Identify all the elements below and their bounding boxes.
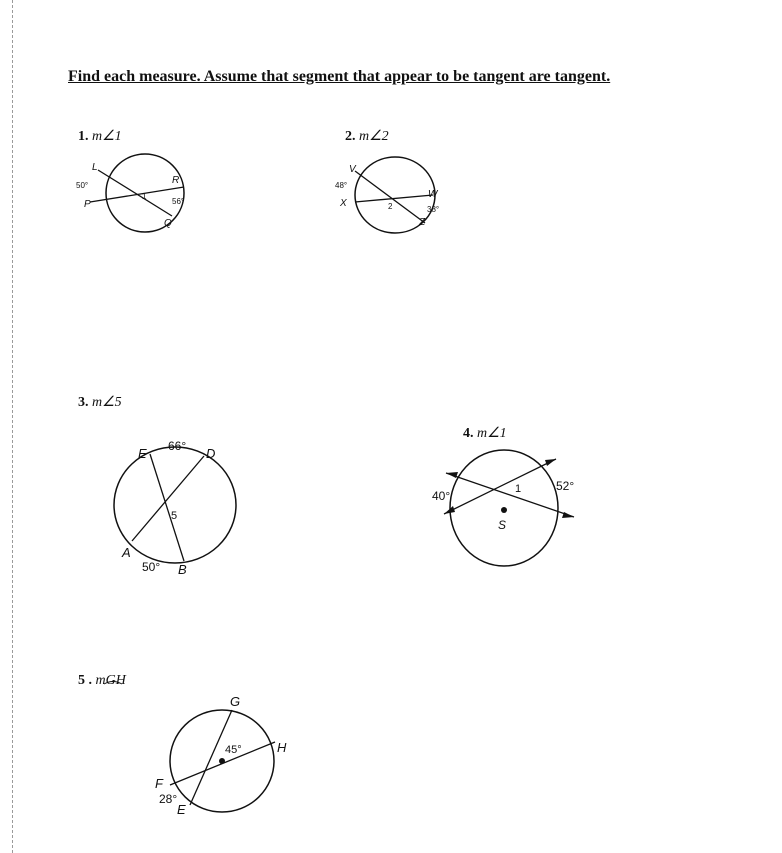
chord-xw	[355, 195, 433, 202]
problem-3-number: 3.	[78, 395, 89, 410]
point-D: D	[206, 446, 216, 461]
point-B: B	[178, 562, 187, 577]
chord-da	[132, 456, 204, 541]
arc-bottom-label: 50°	[142, 560, 161, 574]
problem-5-measure-arc: GH	[105, 673, 126, 688]
problem-5-number: 5 .	[78, 673, 92, 688]
center-dot	[501, 507, 507, 513]
chord-ge	[190, 710, 232, 805]
arc-right-label: 56°	[172, 197, 185, 206]
arc-top-label: 66°	[168, 439, 187, 453]
point-E: E	[138, 446, 147, 461]
problem-2-figure	[325, 150, 465, 245]
problem-2-measure: m∠2	[359, 129, 389, 144]
page-left-edge	[12, 0, 13, 853]
problem-1-measure: m∠1	[92, 129, 122, 144]
secant-1	[444, 459, 556, 514]
angle-label: 1	[142, 192, 147, 201]
problem-2-label	[345, 128, 389, 145]
problem-3-measure: m∠5	[92, 395, 122, 410]
secant-2	[446, 473, 574, 517]
angle-label: 5	[171, 510, 178, 522]
point-E: E	[177, 802, 186, 817]
point-V: V	[349, 164, 356, 175]
angle-label: 1	[515, 483, 522, 495]
problem-5-measure-prefix: m	[95, 673, 106, 688]
angle-value-label: 45°	[225, 744, 242, 756]
center-dot	[219, 758, 225, 764]
problem-1-figure	[60, 140, 210, 240]
center-label: S	[498, 518, 507, 532]
worksheet-title: Find each measure. Assume that segment that appear to be tangent are tangent.	[68, 68, 611, 85]
problem-4-measure: m∠1	[477, 426, 507, 441]
arc-left-label: 40°	[432, 489, 451, 503]
chord-pr	[90, 187, 184, 202]
point-Z: Z	[419, 217, 426, 228]
arrow-head	[446, 472, 458, 478]
point-F: F	[155, 776, 163, 791]
arc-right-label: 38°	[427, 205, 440, 214]
point-A: A	[122, 545, 131, 560]
arc-bottom-label: 28°	[159, 792, 178, 806]
problem-5-figure	[145, 690, 305, 820]
point-X: X	[340, 198, 347, 209]
problem-1-number: 1.	[78, 129, 89, 144]
arc-left-label: 50°	[76, 181, 89, 190]
point-G: G	[230, 694, 241, 709]
problem-4-number: 4.	[463, 426, 474, 441]
problem-4-figure	[420, 440, 600, 575]
point-Q: Q	[164, 218, 172, 229]
arc-right-label: 52°	[556, 479, 575, 493]
problem-5-label	[78, 673, 126, 689]
problem-3-label	[78, 394, 122, 411]
angle-label: 2	[388, 202, 393, 211]
point-W: W	[428, 189, 438, 200]
point-L: L	[92, 162, 98, 173]
arrow-head	[545, 459, 556, 466]
point-R: R	[172, 175, 180, 186]
circle	[114, 447, 236, 563]
point-P: P	[84, 199, 91, 210]
arrow-head	[562, 512, 574, 518]
problem-2-number: 2.	[345, 129, 356, 144]
point-H: H	[277, 740, 287, 755]
chord-eb	[150, 454, 184, 561]
problem-3-figure	[100, 430, 260, 580]
arc-left-label: 48°	[335, 181, 348, 190]
